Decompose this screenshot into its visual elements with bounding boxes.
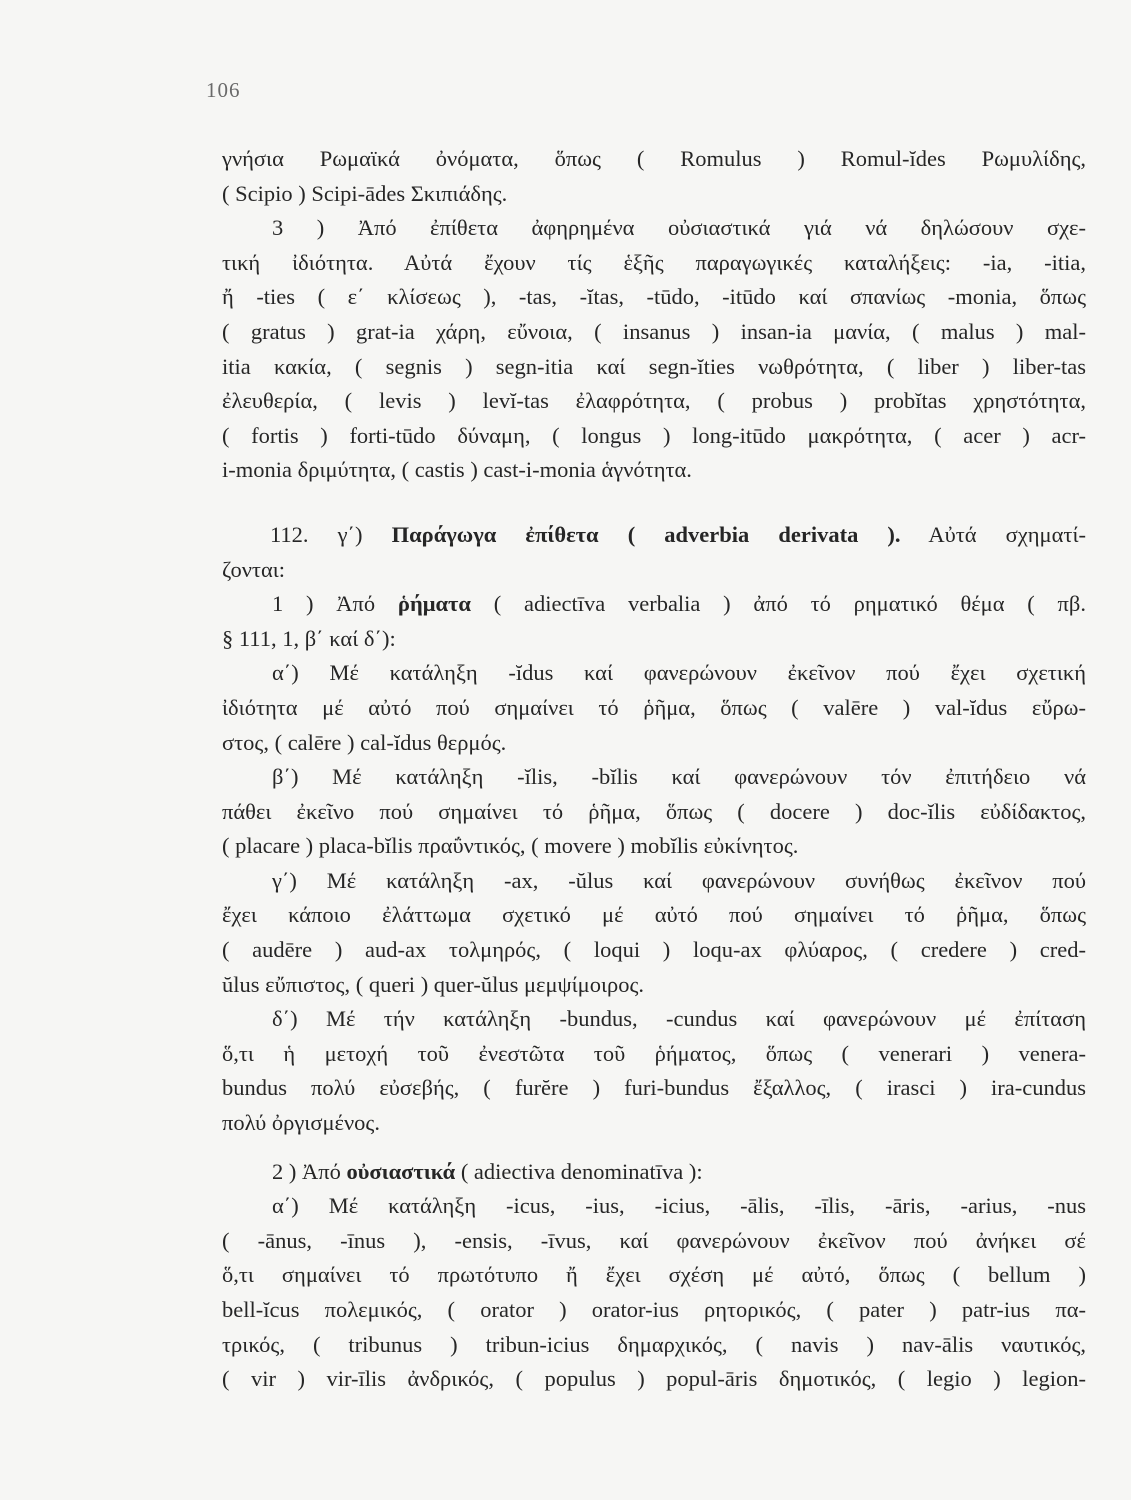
section-heading-tail: Αὐτά σχηματί-: [900, 521, 1086, 547]
text-line: ζονται:: [222, 556, 286, 582]
text-line: itia κακία, ( segnis ) segn-itia καί segn-ĭties νωθρότητα, ( liber ) liber-tas: [222, 353, 1086, 379]
text-line: πολύ ὀργισμένος.: [222, 1110, 380, 1136]
text-line: στος, ( calēre ) cal-ĭdus θερμός.: [222, 729, 507, 755]
body-text: [222, 142, 1086, 1397]
text-line: α΄) Μέ κατάληξη -icus, -ius, -icius, -ālis, -īlis, -āris, -arius, -nus: [272, 1193, 1086, 1219]
text-line: δ΄) Μέ τήν κατάληξη -bundus, -cundus καί φανερώνουν μέ ἐπίταση: [272, 1006, 1086, 1032]
text-line: ( placare ) placa-bĭlis πραΰντικός, ( movere ) mobĭlis εὐκίνητος.: [222, 833, 799, 859]
text-line: πάθει ἐκεῖνο πού σημαίνει τό ῥῆμα, ὅπως ( docere ) doc-ĭlis εὐδίδακτος,: [222, 798, 1086, 824]
page-number: 106: [206, 78, 241, 102]
text-line: α΄) Μέ κατάληξη -ĭdus καί φανερώνουν ἐκεῖνον πού ἔχει σχετική: [272, 660, 1086, 686]
subsection-line: 2 ) Ἀπό οὐσιαστικά ( adiectiva denominatīva ):: [272, 1158, 703, 1184]
nouns-term: οὐσιαστικά: [346, 1158, 456, 1184]
text-line: ŭlus εὔπιστος, ( queri ) quer-ŭlus μεμψίμοιρος.: [222, 971, 645, 997]
text-line: ἤ -ties ( ε΄ κλίσεως ), -tas, -ĭtas, -tūdo, -itūdo καί σπανίως -monia, ὅπως: [222, 284, 1086, 310]
text-line: β΄) Μέ κατάληξη -ĭlis, -bĭlis καί φανερώνουν τόν ἐπιτήδειο νά: [272, 764, 1086, 790]
text-line: bundus πολύ εὐσεβής, ( furĕre ) furi-bundus ἔξαλλος, ( irasci ) ira-cundus: [222, 1075, 1086, 1101]
text-line: ὅ,τι σημαίνει τό πρωτότυπο ἤ ἔχει σχέση μέ αὐτό, ὅπως ( bellum ): [222, 1262, 1086, 1288]
text-line: ( gratus ) grat-ia χάρη, εὔνοια, ( insanus ) insan-ia μανία, ( malus ) mal-: [222, 318, 1086, 344]
text-line: ( Scipio ) Scipi-ādes Σκιπιάδης.: [222, 180, 508, 206]
section-number: 112. γ΄): [270, 521, 392, 547]
text-line: § 111, 1, β΄ καί δ΄):: [222, 625, 396, 651]
text-line: ἔχει κάποιο ἐλάττωμα σχετικό μέ αὐτό πού σημαίνει τό ῥῆμα, ὅπως: [222, 902, 1086, 928]
text-line: τική ἰδιότητα. Αὐτά ἔχουν τίς ἑξῆς παραγωγικές καταλήξεις: -ia, -itia,: [222, 249, 1086, 275]
text-line: ( audēre ) aud-ax τολμηρός, ( loqui ) loqu-ax φλύαρος, ( credere ) cred-: [222, 937, 1086, 963]
text-line: ( fortis ) forti-tūdo δύναμη, ( longus ) long-itūdo μακρότητα, ( acer ) acr-: [222, 422, 1086, 448]
section-title: Παράγωγα ἐπίθετα ( adverbia derivata ).: [391, 521, 901, 547]
text-line: ἐλευθερία, ( levis ) levĭ-tas ἐλαφρότητα, ( probus ) probĭtas χρηστότητα,: [222, 388, 1086, 414]
text-line: i-monia δριμύτητα, ( castis ) cast-i-monia ἁγνότητα.: [222, 457, 692, 483]
verbs-term: ῥήματα: [397, 591, 471, 617]
section-heading-line: [222, 518, 1086, 553]
text-line: γνήσια Ρωμαϊκά ὀνόματα, ὅπως ( Romulus ) Romul-ĭdes Ρωμυλίδης,: [222, 146, 1086, 171]
text-line: ἰδιότητα μέ αὐτό πού σημαίνει τό ῥῆμα, ὅπως ( valēre ) val-ĭdus εὔρω-: [222, 694, 1086, 720]
text-line: γ΄) Μέ κατάληξη -ax, -ŭlus καί φανερώνουν συνήθως ἐκεῖνον πού: [272, 867, 1086, 893]
text-line: ( -ānus, -īnus ), -ensis, -īvus, καί φανερώνουν ἐκεῖνον πού ἀνήκει σέ: [222, 1227, 1086, 1253]
text-line: τρικός, ( tribunus ) tribun-icius δημαρχικός, ( navis ) nav-ālis ναυτικός,: [222, 1331, 1086, 1357]
subsection-line: 1 ) Ἀπό ῥήματα ( adiectīva verbalia ) ἀπό τό ρηματικό θέμα ( πβ.: [272, 591, 1086, 617]
text-line: 3 ) Ἀπό ἐπίθετα ἀφηρημένα οὐσιαστικά γιά νά δηλώσουν σχε-: [272, 215, 1086, 241]
text-line: ( vir ) vir-īlis ἀνδρικός, ( populus ) popul-āris δημοτικός, ( legio ) legion-: [222, 1366, 1086, 1392]
text-line: bell-ĭcus πολεμικός, ( orator ) orator-ius ρητορικός, ( pater ) patr-ius πα-: [222, 1297, 1086, 1322]
text-line: ὅ,τι ἡ μετοχή τοῦ ἐνεστῶτα τοῦ ῥήματος, ὅπως ( venerari ) venera-: [222, 1040, 1086, 1066]
